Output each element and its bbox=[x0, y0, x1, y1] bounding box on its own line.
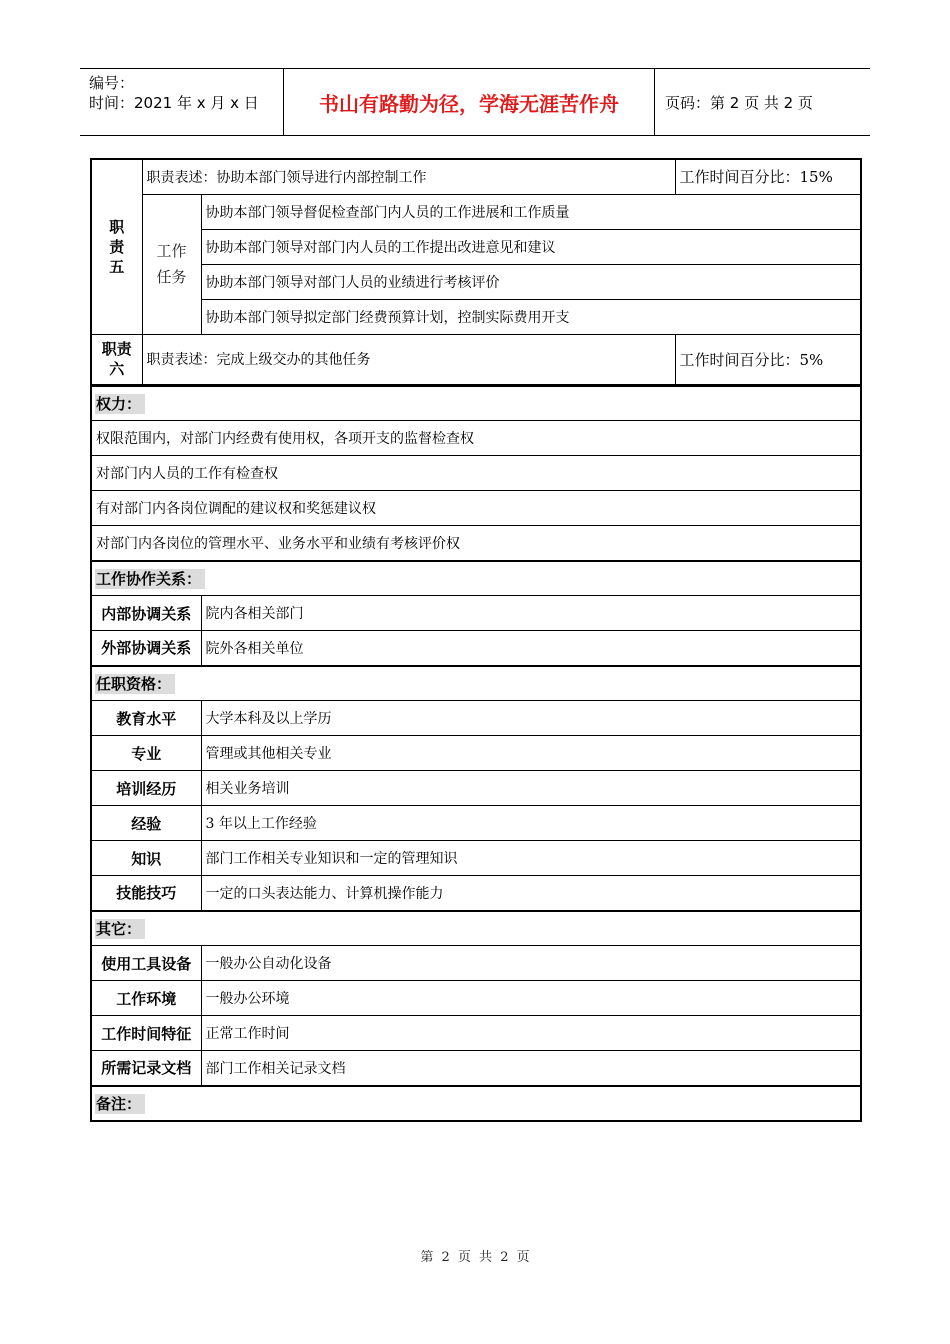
qualification-value: 大学本科及以上学历 bbox=[201, 701, 861, 736]
qualification-section-row bbox=[91, 666, 861, 701]
qualification-label: 经验 bbox=[91, 806, 201, 841]
qualification-section bbox=[91, 666, 861, 701]
duty5-task-label: 工作 任务 bbox=[142, 194, 201, 334]
cooperation-section-row bbox=[91, 561, 861, 596]
cooperation-row bbox=[91, 596, 861, 631]
other-row bbox=[91, 981, 861, 1016]
duty5-task-row bbox=[91, 264, 861, 299]
authority-row bbox=[91, 456, 861, 491]
cooperation-row bbox=[91, 631, 861, 666]
duty6-row bbox=[91, 334, 861, 384]
job-description-sheet bbox=[90, 158, 860, 1122]
authority-row bbox=[91, 421, 861, 456]
qualification-label: 技能技巧 bbox=[91, 876, 201, 911]
code-label: 编号： bbox=[89, 74, 135, 92]
qualification-row bbox=[91, 771, 861, 806]
cooperation-label: 内部协调关系 bbox=[91, 596, 201, 631]
duty5-percent: 工作时间百分比：15% bbox=[675, 159, 861, 194]
qualification-label: 知识 bbox=[91, 841, 201, 876]
other-label: 工作环境 bbox=[91, 981, 201, 1016]
duty6-description: 职责表述：完成上级交办的其他任务 bbox=[142, 334, 675, 384]
remarks-title: 备注： bbox=[95, 1094, 145, 1114]
authority-row bbox=[91, 526, 861, 561]
qualification-row bbox=[91, 701, 861, 736]
page-header bbox=[80, 68, 870, 136]
other-row bbox=[91, 946, 861, 981]
header-motto: 书山有路勤为径，学海无涯苦作舟 bbox=[283, 69, 655, 135]
other-label: 工作时间特征 bbox=[91, 1016, 201, 1051]
duty5-task-row bbox=[91, 299, 861, 334]
authority-item: 权限范围内，对部门内经费有使用权，各项开支的监督检查权 bbox=[91, 421, 861, 456]
other-value: 一般办公自动化设备 bbox=[201, 946, 861, 981]
qualification-value: 部门工作相关专业知识和一定的管理知识 bbox=[201, 841, 861, 876]
other-section bbox=[91, 911, 861, 946]
duty5-task-row bbox=[91, 194, 861, 229]
qualification-row bbox=[91, 876, 861, 911]
qualification-row bbox=[91, 736, 861, 771]
other-value: 正常工作时间 bbox=[201, 1016, 861, 1051]
authority-row bbox=[91, 491, 861, 526]
other-label: 使用工具设备 bbox=[91, 946, 201, 981]
duty5-description-row bbox=[91, 159, 861, 194]
qualification-title: 任职资格： bbox=[95, 674, 175, 694]
other-section-row bbox=[91, 911, 861, 946]
qualification-label: 教育水平 bbox=[91, 701, 201, 736]
other-value: 部门工作相关记录文档 bbox=[201, 1051, 861, 1086]
qualification-label: 专业 bbox=[91, 736, 201, 771]
duty5-task: 协助本部门领导对部门人员的业绩进行考核评价 bbox=[201, 264, 861, 299]
qualification-value: 一定的口头表达能力、计算机操作能力 bbox=[201, 876, 861, 911]
time-label: 时间：2021 年 x 月 x 日 bbox=[89, 94, 259, 112]
other-value: 一般办公环境 bbox=[201, 981, 861, 1016]
authority-section-row bbox=[91, 386, 861, 421]
other-row bbox=[91, 1051, 861, 1086]
cooperation-title: 工作协作关系： bbox=[95, 569, 205, 589]
header-meta bbox=[80, 69, 283, 135]
authority-item: 有对部门内各岗位调配的建议权和奖惩建议权 bbox=[91, 491, 861, 526]
duty5-task: 协助本部门领导督促检查部门内人员的工作进展和工作质量 bbox=[201, 194, 861, 229]
detail-table bbox=[90, 385, 862, 1122]
other-label: 所需记录文档 bbox=[91, 1051, 201, 1086]
qualification-value: 相关业务培训 bbox=[201, 771, 861, 806]
other-row bbox=[91, 1016, 861, 1051]
duty5-task: 协助本部门领导对部门内人员的工作提出改进意见和建议 bbox=[201, 229, 861, 264]
qualification-row bbox=[91, 806, 861, 841]
header-page-info: 页码：第 2 页 共 2 页 bbox=[665, 93, 813, 112]
qualification-label: 培训经历 bbox=[91, 771, 201, 806]
duty6-label: 职责 六 bbox=[91, 334, 142, 384]
authority-section bbox=[91, 386, 861, 421]
authority-item: 对部门内人员的工作有检查权 bbox=[91, 456, 861, 491]
page-footer: 第 2 页 共 2 页 bbox=[420, 1250, 530, 1265]
duty5-description: 职责表述：协助本部门领导进行内部控制工作 bbox=[142, 159, 675, 194]
duty-table bbox=[90, 158, 862, 385]
other-title: 其它： bbox=[95, 919, 145, 939]
cooperation-value: 院内各相关部门 bbox=[201, 596, 861, 631]
qualification-row bbox=[91, 841, 861, 876]
duty5-task: 协助本部门领导拟定部门经费预算计划，控制实际费用开支 bbox=[201, 299, 861, 334]
remarks-section-row bbox=[91, 1086, 861, 1121]
authority-item: 对部门内各岗位的管理水平、业务水平和业绩有考核评价权 bbox=[91, 526, 861, 561]
remarks-section bbox=[91, 1086, 861, 1121]
duty6-percent: 工作时间百分比：5% bbox=[675, 334, 861, 384]
cooperation-section bbox=[91, 561, 861, 596]
cooperation-value: 院外各相关单位 bbox=[201, 631, 861, 666]
duty5-label: 职 责 五 bbox=[91, 159, 142, 334]
qualification-value: 管理或其他相关专业 bbox=[201, 736, 861, 771]
qualification-value: 3 年以上工作经验 bbox=[201, 806, 861, 841]
cooperation-label: 外部协调关系 bbox=[91, 631, 201, 666]
duty5-task-row bbox=[91, 229, 861, 264]
authority-title: 权力： bbox=[95, 394, 145, 414]
